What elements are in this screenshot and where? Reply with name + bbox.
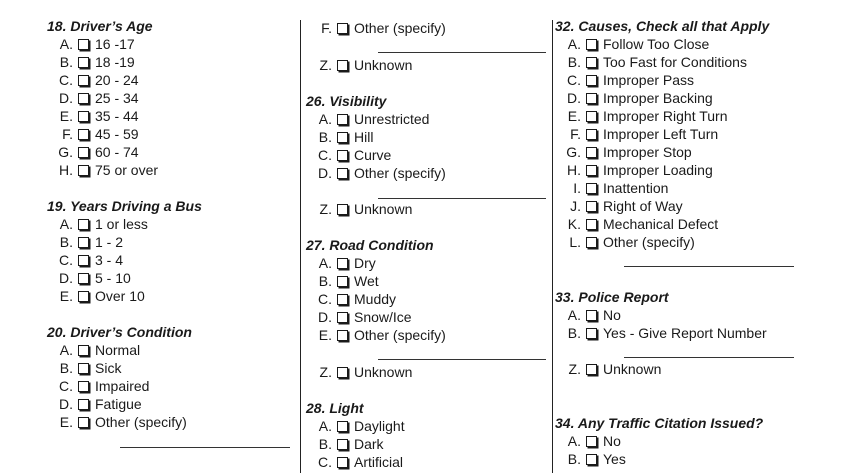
checkbox-icon[interactable]: [586, 57, 597, 68]
option-letter: A.: [567, 433, 581, 449]
checkbox-icon[interactable]: [586, 219, 597, 230]
option-letter: F.: [62, 126, 73, 142]
option-letter: A.: [59, 342, 73, 358]
option-letter: E.: [59, 414, 73, 430]
checkbox-icon[interactable]: [78, 39, 89, 50]
option-label: 20 - 24: [95, 72, 139, 88]
checkbox-icon[interactable]: [337, 439, 348, 450]
checkbox-option[interactable]: [563, 54, 747, 70]
option-label: Snow/Ice: [354, 309, 412, 325]
option-letter: C.: [59, 252, 73, 268]
checkbox-option[interactable]: [314, 201, 412, 217]
option-label: Yes - Give Report Number: [603, 325, 767, 341]
checkbox-option[interactable]: [55, 342, 140, 358]
option-letter: K.: [567, 216, 581, 232]
checkbox-icon[interactable]: [337, 312, 348, 323]
checkbox-icon[interactable]: [586, 454, 597, 465]
option-letter: C.: [59, 378, 73, 394]
option-label: Artificial: [354, 454, 404, 470]
checkbox-option[interactable]: [314, 327, 446, 343]
checkbox-option[interactable]: [55, 108, 139, 124]
checkbox-icon[interactable]: [586, 436, 597, 447]
option-label: 25 - 34: [95, 90, 139, 106]
option-letter: F.: [570, 126, 581, 142]
option-letter: A.: [59, 216, 73, 232]
option-letter: E.: [567, 108, 581, 124]
option-letter: A.: [59, 36, 73, 52]
checkbox-icon[interactable]: [586, 201, 597, 212]
option-label: Improper Stop: [603, 144, 692, 160]
option-letter: H.: [59, 162, 73, 178]
checkbox-icon[interactable]: [586, 147, 597, 158]
option-letter: E.: [59, 288, 73, 304]
option-label: Other (specify): [354, 20, 446, 36]
option-label: 35 - 44: [95, 108, 139, 124]
option-label: Dark: [354, 436, 384, 452]
option-letter: D.: [59, 90, 73, 106]
section-title: 26. Visibility: [306, 93, 387, 109]
option-label: 18 -19: [95, 54, 135, 70]
section-title: 20. Driver’s Condition: [47, 324, 192, 340]
checkbox-option[interactable]: [314, 57, 412, 73]
checkbox-icon[interactable]: [78, 237, 89, 248]
checkbox-icon[interactable]: [337, 258, 348, 269]
checkbox-option[interactable]: [314, 273, 379, 289]
option-label: Improper Pass: [603, 72, 695, 88]
checkbox-option[interactable]: [314, 111, 429, 127]
checkbox-option[interactable]: [563, 307, 621, 323]
option-letter: D.: [59, 396, 73, 412]
option-letter: J.: [570, 198, 581, 214]
checkbox-icon[interactable]: [78, 273, 89, 284]
option-label: Inattention: [603, 180, 669, 196]
option-letter: C.: [318, 147, 332, 163]
option-letter: B.: [318, 273, 332, 289]
option-letter: B.: [59, 360, 73, 376]
option-label: Unrestricted: [354, 111, 430, 127]
checkbox-icon[interactable]: [78, 129, 89, 140]
checkbox-option[interactable]: [314, 129, 373, 145]
option-letter: D.: [567, 90, 581, 106]
option-label: Other (specify): [95, 414, 187, 430]
checkbox-icon[interactable]: [78, 219, 89, 230]
option-letter: D.: [318, 165, 332, 181]
checkbox-option[interactable]: [563, 234, 695, 250]
option-label: Muddy: [354, 291, 397, 307]
checkbox-icon[interactable]: [337, 457, 348, 468]
option-letter: C.: [59, 72, 73, 88]
column-divider-left: [300, 20, 301, 473]
checkbox-option[interactable]: [55, 216, 148, 232]
option-label: Wet: [354, 273, 379, 289]
option-label: Improper Left Turn: [603, 126, 719, 142]
option-label: Hill: [354, 129, 374, 145]
option-label: Impaired: [95, 378, 150, 394]
section-title: 32. Causes, Check all that Apply: [555, 18, 770, 34]
option-label: Mechanical Defect: [603, 216, 719, 232]
checkbox-option[interactable]: [55, 270, 131, 286]
option-label: 60 - 74: [95, 144, 139, 160]
checkbox-icon[interactable]: [586, 129, 597, 140]
checkbox-icon[interactable]: [78, 93, 89, 104]
checkbox-icon[interactable]: [78, 165, 89, 176]
checkbox-option[interactable]: [314, 147, 391, 163]
checkbox-option[interactable]: [55, 396, 142, 412]
option-label: Too Fast for Conditions: [603, 54, 747, 70]
checkbox-option[interactable]: [563, 126, 718, 142]
checkbox-option[interactable]: [314, 291, 396, 307]
checkbox-option[interactable]: [55, 162, 158, 178]
checkbox-icon[interactable]: [78, 399, 89, 410]
checkbox-icon[interactable]: [78, 417, 89, 428]
option-letter: Z.: [319, 201, 332, 217]
option-label: Improper Right Turn: [603, 108, 728, 124]
option-letter: Z.: [319, 57, 332, 73]
checkbox-icon[interactable]: [586, 75, 597, 86]
checkbox-option[interactable]: [563, 198, 683, 214]
checkbox-option[interactable]: [55, 54, 135, 70]
checkbox-icon[interactable]: [337, 421, 348, 432]
option-letter: B.: [318, 436, 332, 452]
checkbox-option[interactable]: [55, 126, 139, 142]
checkbox-option[interactable]: [563, 180, 668, 196]
specify-line[interactable]: [624, 266, 794, 267]
option-label: Dry: [354, 255, 376, 271]
checkbox-option[interactable]: [563, 216, 718, 232]
section-title: 18. Driver’s Age: [47, 18, 153, 34]
option-letter: B.: [59, 54, 73, 70]
option-label: 75 or over: [95, 162, 159, 178]
checkbox-option[interactable]: [563, 451, 626, 467]
checkbox-icon[interactable]: [586, 183, 597, 194]
checkbox-icon[interactable]: [78, 75, 89, 86]
checkbox-icon[interactable]: [586, 111, 597, 122]
checkbox-icon[interactable]: [586, 93, 597, 104]
checkbox-icon[interactable]: [337, 276, 348, 287]
checkbox-icon[interactable]: [78, 147, 89, 158]
section-title: 33. Police Report: [555, 289, 669, 305]
option-letter: F.: [321, 20, 332, 36]
checkbox-icon[interactable]: [586, 237, 597, 248]
option-letter: B.: [318, 129, 332, 145]
checkbox-icon[interactable]: [78, 255, 89, 266]
section-title: 28. Light: [306, 400, 364, 416]
option-letter: E.: [318, 327, 332, 343]
option-letter: C.: [567, 72, 581, 88]
checkbox-icon[interactable]: [337, 23, 348, 34]
option-label: Fatigue: [95, 396, 142, 412]
option-letter: A.: [318, 418, 332, 434]
checkbox-option[interactable]: [563, 325, 767, 341]
checkbox-icon[interactable]: [337, 168, 348, 179]
checkbox-icon[interactable]: [337, 60, 348, 71]
option-label: 45 - 59: [95, 126, 139, 142]
checkbox-icon[interactable]: [586, 165, 597, 176]
specify-line[interactable]: [378, 359, 546, 360]
checkbox-icon[interactable]: [78, 381, 89, 392]
option-letter: C.: [318, 291, 332, 307]
checkbox-option[interactable]: [314, 20, 446, 36]
checkbox-icon[interactable]: [337, 150, 348, 161]
section-title: 27. Road Condition: [306, 237, 434, 253]
checkbox-option[interactable]: [55, 414, 187, 430]
checkbox-option[interactable]: [55, 252, 123, 268]
checkbox-icon[interactable]: [337, 204, 348, 215]
option-label: Follow Too Close: [603, 36, 710, 52]
option-label: Unknown: [603, 361, 662, 377]
option-label: Improper Backing: [603, 90, 713, 106]
option-letter: A.: [567, 36, 581, 52]
option-label: 1 or less: [95, 216, 148, 232]
option-label: No: [603, 307, 621, 323]
option-letter: G.: [58, 144, 73, 160]
checkbox-option[interactable]: [314, 309, 412, 325]
option-label: Unknown: [354, 364, 413, 380]
option-label: Unknown: [354, 201, 413, 217]
checkbox-icon[interactable]: [78, 291, 89, 302]
option-letter: A.: [567, 307, 581, 323]
option-letter: B.: [567, 325, 581, 341]
checkbox-option[interactable]: [314, 165, 446, 181]
checkbox-option[interactable]: [55, 90, 139, 106]
checkbox-option[interactable]: [55, 144, 139, 160]
option-letter: L.: [569, 234, 581, 250]
checkbox-option[interactable]: [55, 72, 139, 88]
checkbox-option[interactable]: [563, 433, 621, 449]
checkbox-icon[interactable]: [78, 345, 89, 356]
option-letter: C.: [318, 454, 332, 470]
checkbox-option[interactable]: [563, 90, 713, 106]
checkbox-option[interactable]: [314, 436, 384, 452]
option-label: 5 - 10: [95, 270, 131, 286]
option-letter: B.: [567, 451, 581, 467]
option-letter: E.: [59, 108, 73, 124]
option-letter: B.: [59, 234, 73, 250]
option-letter: Z.: [568, 361, 581, 377]
checkbox-option[interactable]: [563, 36, 709, 52]
checkbox-icon[interactable]: [337, 114, 348, 125]
option-label: 3 - 4: [95, 252, 124, 268]
section-title: 19. Years Driving a Bus: [47, 198, 202, 214]
checkbox-option[interactable]: [55, 378, 149, 394]
option-letter: Z.: [319, 364, 332, 380]
option-letter: H.: [567, 162, 581, 178]
checkbox-icon[interactable]: [586, 364, 597, 375]
specify-line[interactable]: [120, 447, 290, 448]
option-label: Sick: [95, 360, 122, 376]
option-letter: A.: [318, 111, 332, 127]
option-label: Right of Way: [603, 198, 683, 214]
option-letter: D.: [59, 270, 73, 286]
option-label: 16 -17: [95, 36, 135, 52]
option-letter: G.: [566, 144, 581, 160]
checkbox-icon[interactable]: [337, 294, 348, 305]
checkbox-icon[interactable]: [586, 310, 597, 321]
checkbox-option[interactable]: [314, 364, 412, 380]
checkbox-icon[interactable]: [337, 132, 348, 143]
option-label: Other (specify): [603, 234, 695, 250]
report-number-line[interactable]: [624, 357, 794, 358]
option-label: Curve: [354, 147, 392, 163]
checkbox-option[interactable]: [55, 360, 121, 376]
option-label: Yes: [603, 451, 626, 467]
checkbox-icon[interactable]: [78, 363, 89, 374]
option-label: No: [603, 433, 621, 449]
option-label: Normal: [95, 342, 141, 358]
option-letter: A.: [318, 255, 332, 271]
option-letter: I.: [573, 180, 581, 196]
option-label: Daylight: [354, 418, 405, 434]
checkbox-option[interactable]: [563, 144, 692, 160]
option-label: Improper Loading: [603, 162, 713, 178]
checkbox-option[interactable]: [314, 454, 403, 470]
specify-line[interactable]: [378, 52, 546, 53]
option-label: Other (specify): [354, 327, 446, 343]
checkbox-option[interactable]: [563, 361, 661, 377]
section-title: 34. Any Traffic Citation Issued?: [555, 415, 764, 431]
checkbox-icon[interactable]: [586, 328, 597, 339]
checkbox-option[interactable]: [563, 108, 728, 124]
checkbox-icon[interactable]: [337, 330, 348, 341]
specify-line[interactable]: [378, 198, 546, 199]
checkbox-icon[interactable]: [337, 367, 348, 378]
option-letter: D.: [318, 309, 332, 325]
column-divider-right: [552, 20, 553, 473]
checkbox-option[interactable]: [563, 72, 694, 88]
checkbox-option[interactable]: [55, 288, 145, 304]
option-label: Other (specify): [354, 165, 446, 181]
option-label: 1 - 2: [95, 234, 124, 250]
checkbox-option[interactable]: [314, 255, 376, 271]
checkbox-icon[interactable]: [78, 57, 89, 68]
checkbox-option[interactable]: [55, 234, 123, 250]
checkbox-icon[interactable]: [586, 39, 597, 50]
option-label: Unknown: [354, 57, 413, 73]
option-letter: B.: [567, 54, 581, 70]
checkbox-option[interactable]: [563, 162, 713, 178]
checkbox-option[interactable]: [314, 418, 405, 434]
checkbox-icon[interactable]: [78, 111, 89, 122]
option-label: Over 10: [95, 288, 145, 304]
checkbox-option[interactable]: [55, 36, 135, 52]
